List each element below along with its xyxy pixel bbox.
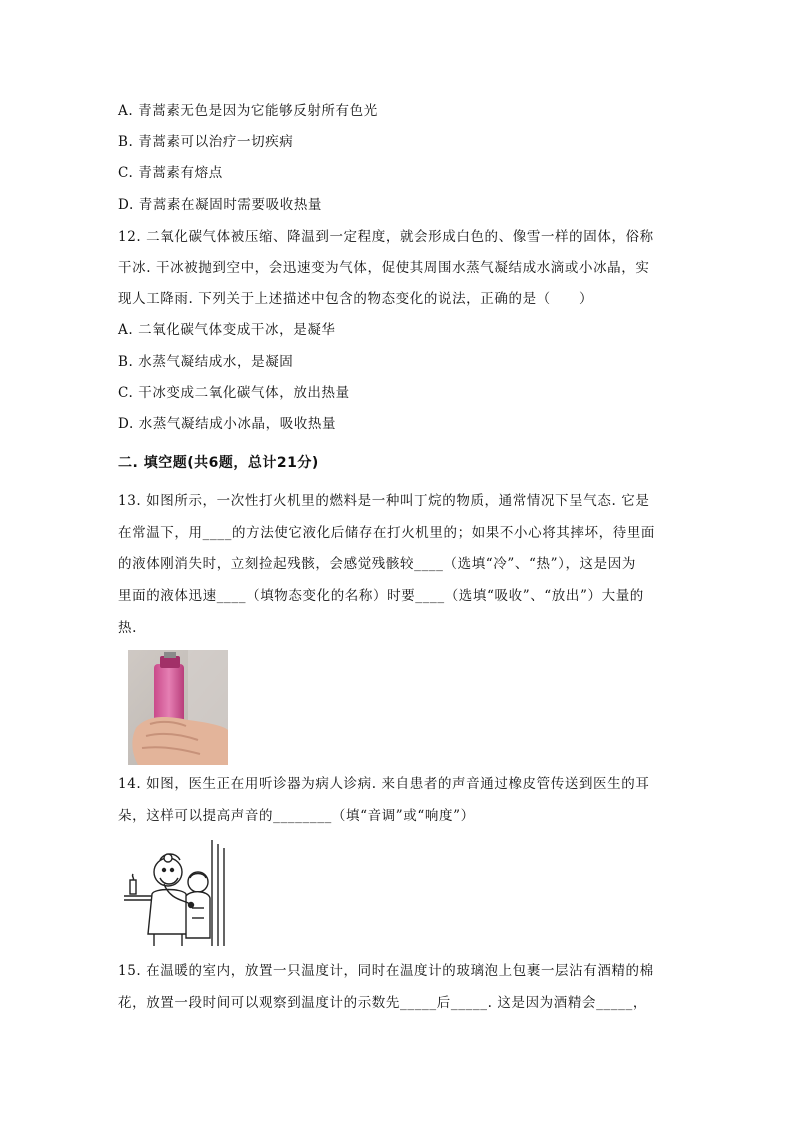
- q12-line-3: 现人工降雨. 下列关于上述描述中包含的物态变化的说法，正确的是（ ）: [118, 291, 594, 307]
- q14-line-2: 朵，这样可以提高声音的________（填“音调”或“响度”）: [118, 808, 475, 824]
- q13-line-5: 热.: [118, 620, 137, 636]
- q12-option-a: A. 二氧化碳气体变成干冰，是凝华: [118, 322, 336, 338]
- q11-option-d: D. 青蒿素在凝固时需要吸收热量: [118, 197, 323, 213]
- q12-option-d: D. 水蒸气凝结成小冰晶，吸收热量: [118, 416, 337, 432]
- q14-line-1: 14. 如图，医生正在用听诊器为病人诊病. 来自患者的声音通过橡皮管传送到医生的耳: [118, 776, 650, 792]
- q12-line-1: 12. 二氧化碳气体被压缩、降温到一定程度，就会形成白色的、像雪一样的固体，俗称: [118, 229, 654, 245]
- q13-line-2: 在常温下，用____的方法使它液化后储存在打火机里的；如果不小心将其摔坏，待里面: [118, 525, 655, 541]
- q11-option-b: B. 青蒿素可以治疗一切疾病: [118, 134, 294, 150]
- q11-option-a: A. 青蒿素无色是因为它能够反射所有色光: [118, 103, 378, 119]
- q15-line-2: 花，放置一段时间可以观察到温度计的示数先_____后_____. 这是因为酒精会_____，: [118, 995, 647, 1011]
- doctor-stethoscope-illustration: [124, 838, 232, 948]
- lighter-photo: [128, 650, 228, 765]
- q15-line-1: 15. 在温暖的室内，放置一只温度计，同时在温度计的玻璃泡上包裹一层沾有酒精的棉: [118, 963, 654, 979]
- q12-line-2: 干冰. 干冰被抛到空中，会迅速变为气体，促使其周围水蒸气凝结成水滴或小冰晶，实: [118, 260, 650, 276]
- q11-option-c: C. 青蒿素有熔点: [118, 165, 223, 181]
- q13-line-3: 的液体刚消失时，立刻捡起残骸，会感觉残骸较____（选填“冷”、“热”），这是因为: [118, 556, 636, 572]
- section-heading: 二. 填空题(共6题，总计21分): [118, 455, 319, 471]
- q13-line-1: 13. 如图所示，一次性打火机里的燃料是一种叫丁烷的物质，通常情况下呈气态. 它是: [118, 493, 650, 509]
- q13-line-4: 里面的液体迅速____（填物态变化的名称）时要____（选填“吸收”、“放出”）大量的: [118, 588, 644, 604]
- q12-option-c: C. 干冰变成二氧化碳气体，放出热量: [118, 385, 350, 401]
- q12-option-b: B. 水蒸气凝结成水，是凝固: [118, 354, 294, 370]
